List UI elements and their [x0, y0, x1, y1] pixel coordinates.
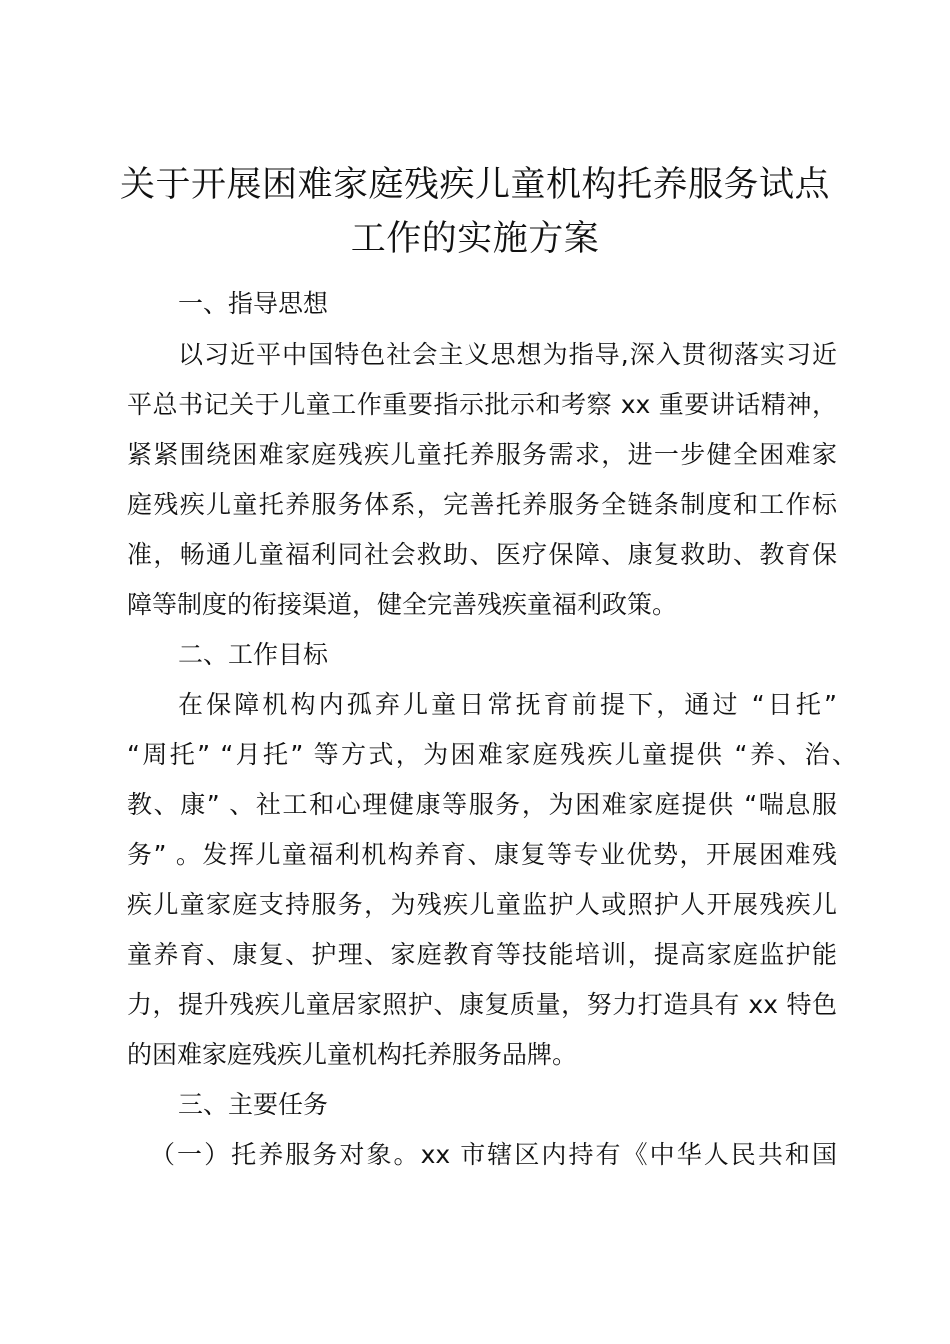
section-1-line-4: 庭残疾儿童托养服务体系，完善托养服务全链条制度和工作标	[127, 490, 837, 519]
section-2-heading: 二、工作目标	[178, 640, 329, 669]
section-3-line-1: （一）托养服务对象。xx 市辖区内持有《中华人民共和国	[150, 1140, 837, 1169]
document-title-line-2: 工作的实施方案	[350, 219, 600, 259]
section-2-line-3: 教、康” 、社工和心理健康等服务，为困难家庭提供 “喘息服	[127, 790, 837, 819]
document-title-line-1: 关于开展困难家庭残疾儿童机构托养服务试点	[119, 165, 830, 205]
section-2-line-1: 在保障机构内孤弃儿童日常抚育前提下，通过 “日托”	[178, 690, 837, 719]
section-1-line-2: 平总书记关于儿童工作重要指示批示和考察 xx 重要讲话精神，	[127, 390, 837, 419]
section-1-heading: 一、指导思想	[178, 289, 329, 318]
section-2-line-2: “周托” “月托” 等方式，为困难家庭残疾儿童提供 “养、治、	[127, 740, 857, 769]
section-1-line-3: 紧紧围绕困难家庭残疾儿童托养服务需求，进一步健全困难家	[127, 440, 837, 469]
section-3-heading: 三、主要任务	[178, 1090, 329, 1119]
section-2-line-6: 童养育、康复、护理、家庭教育等技能培训，提高家庭监护能	[127, 940, 837, 969]
section-1-line-5: 准，畅通儿童福利同社会救助、医疗保障、康复救助、教育保	[127, 540, 837, 569]
section-1-line-1: 以习近平中国特色社会主义思想为指导,深入贯彻落实习近	[178, 340, 837, 369]
section-2-line-8: 的困难家庭残疾儿童机构托养服务品牌。	[127, 1040, 578, 1069]
section-2-line-5: 疾儿童家庭支持服务，为残疾儿童监护人或照护人开展残疾儿	[127, 890, 837, 919]
section-1-line-6: 障等制度的衔接渠道，健全完善残疾童福利政策。	[127, 590, 678, 619]
section-2-line-7: 力，提升残疾儿童居家照护、康复质量，努力打造具有 xx 特色	[127, 990, 837, 1019]
section-2-line-4: 务” 。发挥儿童福利机构养育、康复等专业优势，开展困难残	[127, 840, 837, 869]
